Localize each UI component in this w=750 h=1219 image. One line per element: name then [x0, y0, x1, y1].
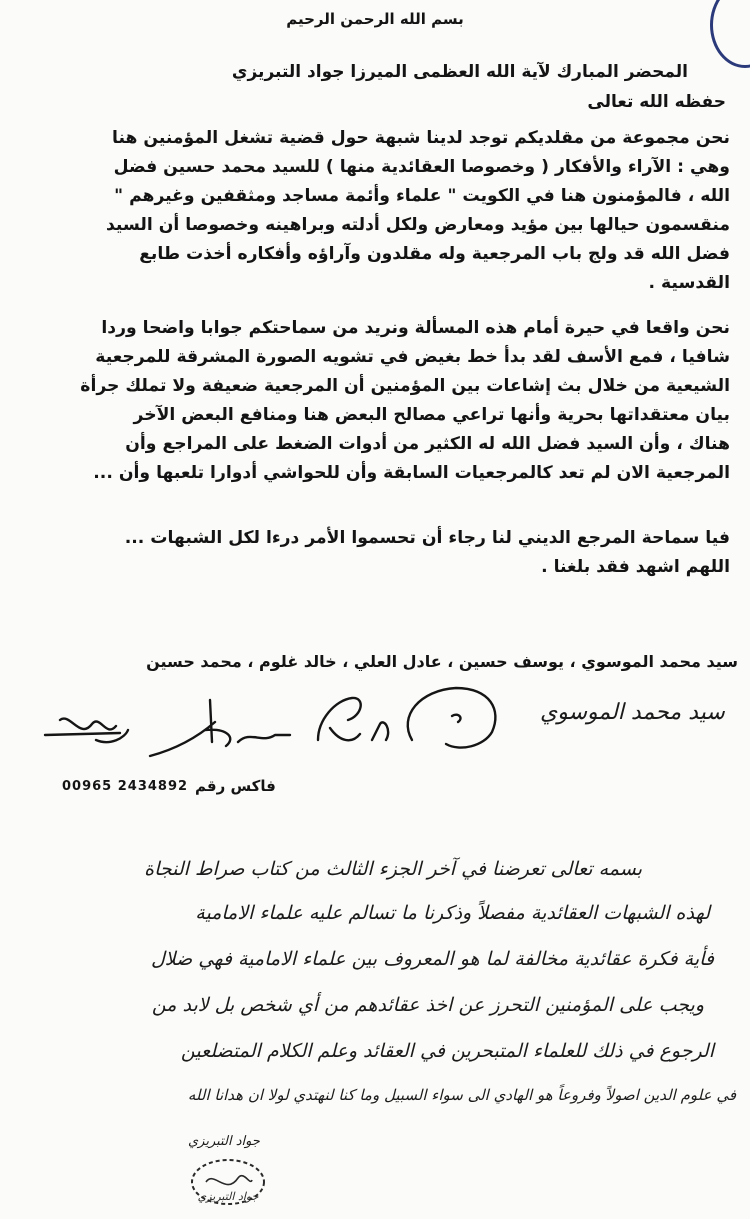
basmala: بسم الله الرحمن الرحيم [286, 10, 464, 28]
seal-text: جواد التبريزي [197, 1190, 259, 1203]
paragraph2-line: الشيعية من خلال بث إشاعات بين المؤمنين أن المرجعية ضعيفة ولا تملك جرأة [80, 376, 730, 396]
reply-line: فأية فكرة عقائدية مخالفة لما هو المعروف بين علماء الامامية فهي ضلال [150, 948, 714, 970]
paragraph1-line: نحن مجموعة من مقلديكم توجد لدينا شبهة حول قضية تشغل المؤمنين هنا [111, 128, 730, 148]
paragraph2-line: المرجعية الان لم تعد كالمرجعيات السابقة وأن للحواشي أدوارا تلعبها وأن ... [93, 463, 730, 483]
paragraph1-line: وهي : الآراء والأفكار ( وخصوصا العقائدية منها ) للسيد محمد حسين فضل [113, 157, 730, 177]
reply-line: في علوم الدين اصولاً وفروعاً هو الهادي الى سواء السبيل وما كنا لنهتدي لولا ان هدانا الله [187, 1086, 736, 1104]
recipient-line: المحضر المبارك لآية الله العظمى الميرزا جواد التبريزي [231, 62, 688, 82]
paragraph2-line: نحن واقعا في حيرة أمام هذه المسألة ونريد من سماحتكم جوابا واضحا وردا [101, 318, 730, 338]
paragraph3-line: فيا سماحة المرجع الديني لنا رجاء أن تحسموا الأمر درءا لكل الشبهات ... [124, 528, 730, 548]
honorific: حفظه الله تعالى [587, 92, 726, 112]
paragraph1-line: فضل الله قد ولج باب المرجعية وله مقلدون وآراؤه وأفكاره أخذت طابع [139, 244, 730, 264]
fax-number: 00965 2434892 [62, 779, 189, 794]
paragraph1-line: القدسية . [648, 273, 730, 293]
paragraph1-line: الله ، فالمؤمنون هنا في الكويت " علماء وأئمة مساجد ومثقفين وغيرهم " [114, 186, 730, 206]
reply-line: لهذه الشبهات العقائدية مفصلاً وذكرنا ما تسالم عليه علماء الامامية [195, 902, 710, 924]
signatories-names: سيد محمد الموسوي ، يوسف حسين ، عادل العلي ، خالد غلوم ، محمد حسين [146, 652, 738, 671]
reply-line: بسمه تعالى تعرضنا في آخر الجزء الثالث من كتاب صراط النجاة [144, 858, 642, 880]
paragraph1-line: منقسمون حيالها بين مؤيد ومعارض ولكل أدلته وبراهينه وخصوصا أن السيد [105, 215, 730, 235]
reply-line: الرجوع في ذلك للعلماء المتبحرين في العقائد وعلم الكلام المتضلعين [180, 1040, 714, 1062]
paragraph2-line: بيان معتقداتها بحرية وأنها تراعي مصالح البعض هنا ومنافع البعض الآخر [133, 405, 730, 425]
paragraph3-line: اللهم اشهد فقد بلغنا . [541, 557, 730, 577]
reply-line: ويجب على المؤمنين التحرز عن اخذ عقائدهم من أي شخص بل لابد من [151, 994, 704, 1016]
paragraph2-line: هناك ، وأن السيد فضل الله له الكثير من أدوات الضغط على المراجع وأن [125, 434, 730, 454]
fax-label: فاكس رقم [195, 777, 276, 795]
paragraph2-line: شافيا ، فمع الأسف لقد بدأ خط بغيض في تشويه الصورة المشرقة للمرجعية [95, 347, 730, 367]
reply-signature: جواد التبريزي [188, 1134, 260, 1149]
handwritten-signature: سيد محمد الموسوي [540, 700, 725, 725]
